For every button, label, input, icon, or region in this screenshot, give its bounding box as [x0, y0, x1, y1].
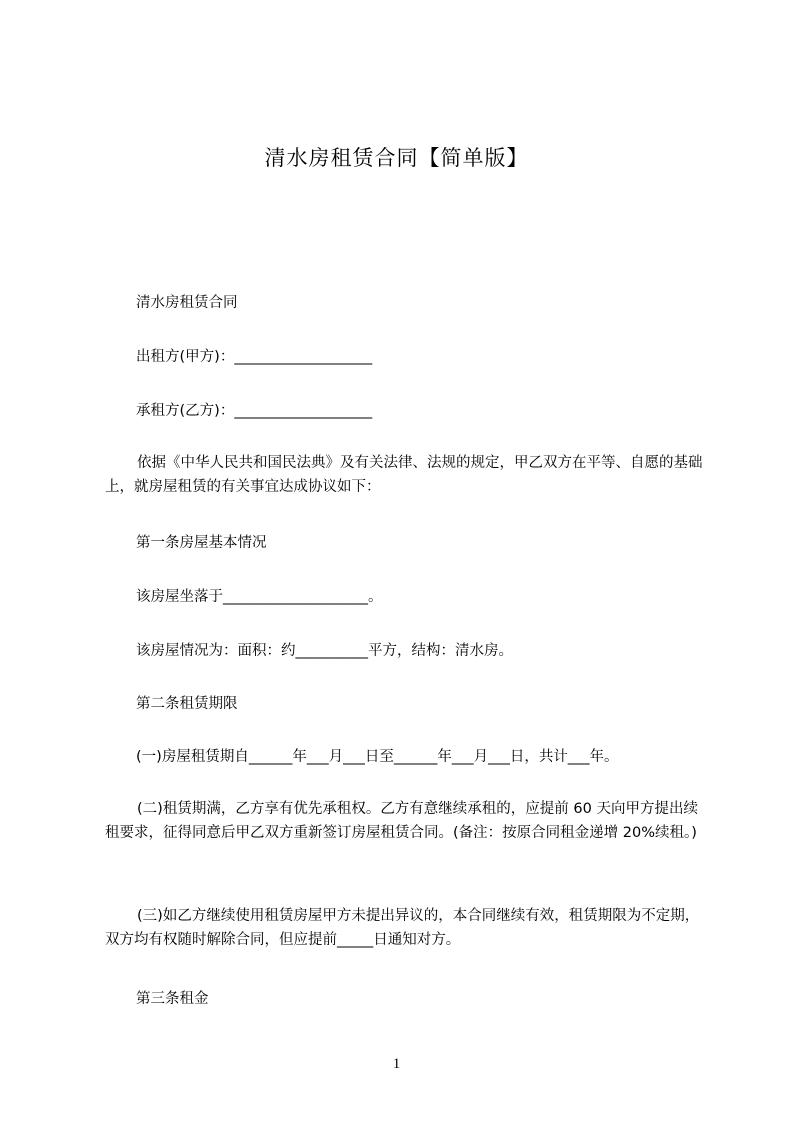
term2-text: (二)租赁期满，乙方享有优先承租权。乙方有意继续承租的，应提前 60 天向甲方提出续租要求，征得同意后甲乙双方重新签订房屋租赁合同。(备注：按原合同租金递增 20%续租。) — [105, 801, 698, 841]
basis-text: 依据《中华人民共和国民法典》及有关法律、法规的规定，甲乙双方在平等、自愿的基础上，就房屋租赁的有关事宜达成协议如下： — [105, 455, 703, 495]
page-number: 1 — [392, 1056, 401, 1072]
contract-name: 清水房租赁合同 — [136, 295, 238, 311]
document-title: 清水房租赁合同【简单版】 — [264, 146, 529, 170]
condition-line: 该房屋情况为：面积：约__________平方，结构：清水房。 — [136, 643, 513, 659]
location-line: 该房屋坐落于____________________。 — [136, 589, 383, 605]
lessee-line: 承租方(乙方)：___________________ — [136, 403, 373, 419]
article1-heading: 第一条房屋基本情况 — [136, 535, 267, 551]
basis-paragraph — [105, 451, 703, 499]
term3-text: (三)如乙方继续使用租赁房屋甲方未提出异议的，本合同继续有效，租赁期限为不定期，双方均有权随时解除合同，但应提前_____日通知对方。 — [105, 908, 700, 948]
article2-heading: 第二条租赁期限 — [136, 696, 238, 712]
term3-paragraph — [105, 904, 703, 952]
term2-paragraph — [105, 797, 703, 845]
article3-heading: 第三条租金 — [136, 991, 209, 1007]
term1-line: (一)房屋租赁期自______年___月___日至______年___月___日，共计___年。 — [136, 749, 619, 765]
lessor-line: 出租方(甲方)：___________________ — [136, 349, 373, 365]
